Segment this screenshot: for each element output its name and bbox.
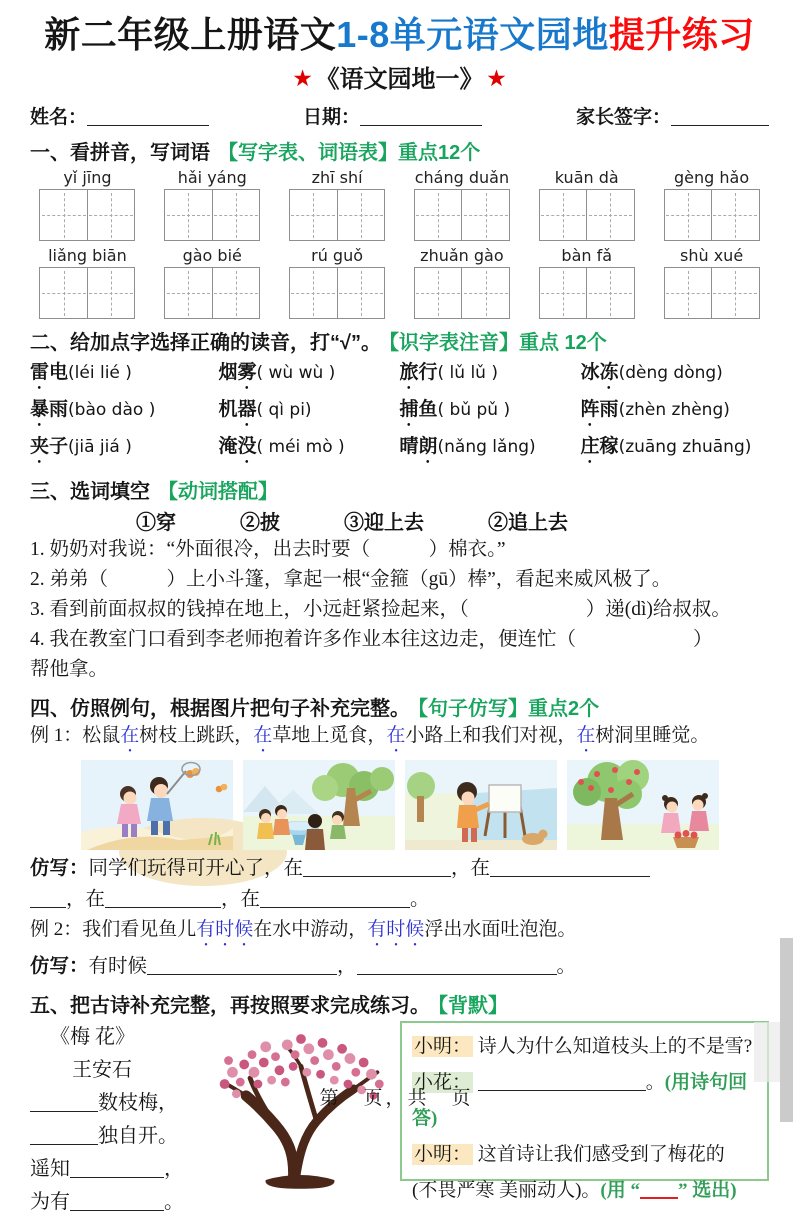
scan-artifact-right bbox=[780, 938, 793, 1122]
pinyin-item bbox=[280, 168, 395, 241]
section5-heading bbox=[30, 989, 769, 1018]
ex2-highlight: 有时候 bbox=[196, 919, 254, 941]
reading-item bbox=[30, 394, 218, 431]
ex1-text: 草地上觅食， bbox=[272, 725, 387, 747]
pinyin-text: cháng duǎn bbox=[414, 168, 510, 188]
dialog-line-3 bbox=[412, 1137, 757, 1173]
dialog-text: (不畏严寒 美丽动人)。 bbox=[412, 1180, 601, 1202]
writing-cell bbox=[290, 190, 337, 240]
unit-subtitle bbox=[30, 59, 769, 94]
fill-blank bbox=[303, 858, 451, 878]
illustration-girls-picking-apples bbox=[567, 760, 719, 850]
signature-field bbox=[576, 102, 769, 129]
writing-grid bbox=[664, 189, 760, 241]
writing-grid bbox=[289, 189, 385, 241]
answer-hint: (用诗句回答) bbox=[412, 1072, 748, 1130]
speaker-xiaoming: 小明： bbox=[414, 1036, 472, 1058]
pinyin-options: (dèng dòng) bbox=[618, 363, 723, 384]
name-blank bbox=[87, 107, 209, 126]
pinyin-options: ( qì pi) bbox=[256, 400, 312, 421]
poem-text: ， bbox=[164, 1158, 184, 1181]
poem-text: 数枝梅， bbox=[98, 1092, 178, 1115]
writing-cell bbox=[337, 190, 385, 240]
select-hint: (用 “ bbox=[600, 1180, 640, 1202]
pinyin-options: (zuāng zhuāng) bbox=[618, 437, 752, 458]
writing-cell bbox=[711, 268, 759, 318]
poem-blank bbox=[70, 1158, 164, 1178]
section1-heading bbox=[30, 136, 769, 165]
writing-grid bbox=[539, 267, 635, 319]
fill-blank bbox=[147, 956, 337, 976]
signature-label: 家长签字： bbox=[575, 107, 671, 129]
writing-grid bbox=[414, 189, 510, 241]
writing-cell bbox=[212, 268, 260, 318]
poem-blank bbox=[30, 1125, 98, 1145]
dotted-char: 朗 bbox=[418, 436, 438, 458]
scan-artifact-smudge bbox=[754, 1022, 780, 1082]
pinyin-options: ( bǔ pǔ ) bbox=[437, 400, 511, 421]
ex1-highlight: 在 bbox=[386, 725, 406, 747]
ex1-text: 小路上和我们对视， bbox=[405, 725, 577, 747]
illustration-plum-blossom-tree bbox=[202, 1021, 398, 1219]
word-part: 子 bbox=[49, 436, 69, 458]
writing-cell bbox=[586, 268, 634, 318]
pinyin-item bbox=[30, 168, 145, 241]
dotted-char: 没 bbox=[237, 436, 257, 458]
fill-blank bbox=[357, 956, 557, 976]
illustration-boy-painting-by-lake bbox=[405, 760, 557, 850]
reading-item bbox=[399, 357, 580, 394]
pinyin-item bbox=[529, 168, 644, 241]
section4-title: 四、仿照例句，根据图片把句子补充完整。 bbox=[30, 698, 410, 721]
illustration-kids-around-fountain bbox=[243, 760, 395, 850]
pinyin-item bbox=[280, 246, 395, 319]
title-blue: 1-8单元语文园地 bbox=[336, 14, 609, 55]
writing-grid bbox=[164, 189, 260, 241]
pinyin-text: hǎi yáng bbox=[177, 168, 247, 188]
writing-cell bbox=[540, 190, 587, 240]
writing-grid bbox=[164, 267, 260, 319]
page-title bbox=[30, 14, 769, 55]
example-2 bbox=[30, 915, 769, 951]
dotted-char: 器 bbox=[237, 399, 257, 421]
imitation-text: ，在 bbox=[66, 889, 106, 911]
poem-line-2 bbox=[30, 1120, 202, 1153]
imitation-text: ，在 bbox=[221, 889, 261, 911]
fill-blank bbox=[30, 889, 66, 909]
imitation-1-line-1 bbox=[30, 853, 769, 884]
dotted-char: 旅 bbox=[399, 362, 419, 384]
writing-cell bbox=[165, 268, 212, 318]
dotted-char: 暴 bbox=[30, 399, 50, 421]
section2-title: 二、给加点字选择正确的读音，打“√”。 bbox=[30, 332, 381, 355]
writing-grid bbox=[39, 189, 135, 241]
writing-grid bbox=[414, 267, 510, 319]
section2-tag: 【识字表注音】重点 12个 bbox=[388, 332, 607, 355]
writing-grid bbox=[39, 267, 135, 319]
ex1-highlight: 在 bbox=[576, 725, 596, 747]
dotted-char: 阵 bbox=[580, 399, 600, 421]
meta-row bbox=[30, 102, 769, 129]
pinyin-text: yǐ jīng bbox=[63, 168, 112, 188]
pinyin-text: bàn fǎ bbox=[561, 246, 613, 266]
poem-text: 为有 bbox=[30, 1191, 70, 1214]
pinyin-options: (jiā jiá ) bbox=[68, 437, 132, 458]
pinyin-item bbox=[155, 246, 270, 319]
ex1-text: 树枝上跳跃， bbox=[139, 725, 254, 747]
section4-tag: 【句子仿写】重点2个 bbox=[418, 698, 600, 721]
speaker-xiaoming: 小明： bbox=[414, 1144, 472, 1166]
writing-grid bbox=[664, 267, 760, 319]
dotted-char: 雷 bbox=[30, 362, 50, 384]
poem-line-4 bbox=[30, 1186, 202, 1219]
dialog-text: 诗人为什么知道枝头上的不是雪? bbox=[477, 1036, 753, 1058]
poem-blank bbox=[70, 1191, 164, 1211]
pinyin-text: rú guǒ bbox=[311, 246, 364, 266]
section3-tag: 【动词搭配】 bbox=[158, 481, 278, 504]
writing-cell bbox=[665, 268, 712, 318]
sentence-4: 4. 我在教室门口看到李老师抱着许多作业本往这边走，便连忙（ ） bbox=[30, 629, 713, 651]
section1-title: 一、看拼音，写词语 bbox=[30, 142, 210, 165]
imitation-text: 有时候 bbox=[88, 956, 148, 978]
ex2-text: 在水中游动， bbox=[253, 919, 368, 941]
red-underline-blank bbox=[640, 1180, 678, 1199]
ex2-text: 例 2：我们看见鱼儿 bbox=[30, 919, 197, 941]
pinyin-text: kuān dà bbox=[554, 168, 619, 188]
date-label: 日期： bbox=[302, 107, 360, 129]
signature-blank bbox=[671, 107, 769, 126]
dotted-char: 夹 bbox=[30, 436, 50, 458]
sentence-2: 2. 弟弟（ ）上小斗篷，拿起一根“金箍（gū）棒”，看起来威风极了。 bbox=[30, 569, 672, 591]
writing-cell bbox=[540, 268, 587, 318]
pinyin-text: zhī shí bbox=[311, 168, 363, 188]
poem-text: 遥知 bbox=[30, 1158, 70, 1181]
imitation-2 bbox=[30, 951, 769, 982]
word-part: 雨 bbox=[599, 399, 619, 421]
ex2-text: 浮出水面吐泡泡。 bbox=[424, 919, 577, 941]
writing-cell bbox=[40, 190, 87, 240]
pinyin-options: (nǎng lǎng) bbox=[437, 437, 536, 458]
writing-cell bbox=[165, 190, 212, 240]
name-field bbox=[30, 102, 209, 129]
reading-item bbox=[30, 357, 218, 394]
star-icon: ★ bbox=[293, 68, 312, 91]
pinyin-item bbox=[155, 168, 270, 241]
writing-cell bbox=[461, 268, 509, 318]
imitation-label: 仿写： bbox=[30, 955, 89, 978]
page-footer: 第 页，共 页 bbox=[319, 1088, 474, 1109]
section5-title: 五、把古诗补充完整，再按照要求完成练习。 bbox=[30, 995, 430, 1018]
pinyin-options: (bào dào ) bbox=[68, 400, 156, 421]
pinyin-text: liǎng biān bbox=[48, 246, 127, 266]
word-part: 淹 bbox=[218, 436, 238, 458]
word-part: 鱼 bbox=[418, 399, 438, 421]
writing-cell bbox=[290, 268, 337, 318]
option-4: ②追上去 bbox=[488, 512, 568, 535]
illustration-kids-chasing-butterflies bbox=[81, 760, 233, 850]
word-options-row bbox=[30, 506, 769, 535]
imitation-text: ， bbox=[337, 956, 357, 978]
sentence-3: 3. 看到前面叔叔的钱掉在地上，小远赶紧捡起来，（ ）递(dì)给叔叔。 bbox=[30, 599, 731, 621]
reading-item bbox=[399, 394, 580, 431]
poem-block bbox=[30, 1021, 202, 1219]
imitation-1-line-2 bbox=[30, 884, 769, 915]
sentence-1: 1. 奶奶对我说：“外面很冷，出去时要（ ）棉衣。” bbox=[30, 539, 506, 561]
writing-cell bbox=[212, 190, 260, 240]
example-1 bbox=[30, 721, 769, 757]
reading-item bbox=[218, 394, 399, 431]
dotted-char: 捕 bbox=[399, 399, 419, 421]
fill-blank bbox=[260, 889, 410, 909]
fill-blank bbox=[490, 858, 650, 878]
section2-heading bbox=[30, 326, 769, 355]
word-part: 晴 bbox=[399, 436, 419, 458]
pinyin-text: shù xué bbox=[680, 246, 744, 266]
writing-cell bbox=[87, 268, 135, 318]
dialog-line-4 bbox=[412, 1173, 757, 1209]
imitation-text: 。 bbox=[556, 956, 577, 978]
word-part: 烟 bbox=[218, 362, 238, 384]
writing-grid bbox=[539, 189, 635, 241]
pinyin-options: ( méi mò ) bbox=[256, 437, 345, 458]
word-part: 稼 bbox=[599, 436, 619, 458]
pinyin-text: gào bié bbox=[182, 246, 242, 266]
pinyin-options: ( wù wù ) bbox=[256, 363, 336, 384]
poem-title: 《梅 花》 bbox=[50, 1026, 135, 1049]
writing-cell bbox=[40, 268, 87, 318]
reading-item bbox=[581, 394, 769, 431]
dotted-char: 庄 bbox=[580, 436, 600, 458]
writing-cell bbox=[665, 190, 712, 240]
writing-cell bbox=[461, 190, 509, 240]
section4-heading bbox=[30, 692, 769, 721]
pinyin-grid-row-2 bbox=[30, 246, 769, 319]
writing-grid bbox=[289, 267, 385, 319]
section3-heading bbox=[30, 475, 769, 504]
imitation-text: 。 bbox=[410, 889, 430, 911]
date-blank bbox=[360, 107, 482, 126]
dialog-line-1 bbox=[412, 1029, 757, 1065]
word-part: 雨 bbox=[49, 399, 69, 421]
pinyin-item bbox=[405, 246, 520, 319]
word-part: 电 bbox=[49, 362, 69, 384]
dotted-char: 雾 bbox=[237, 362, 257, 384]
poem-author: 王安石 bbox=[72, 1059, 132, 1082]
dialog-text: 。 bbox=[645, 1072, 665, 1094]
date-field bbox=[303, 102, 482, 129]
imitation-label: 仿写： bbox=[30, 857, 89, 880]
ex2-highlight: 有时候 bbox=[367, 919, 425, 941]
subtitle-text: 《语文园地一》 bbox=[315, 67, 484, 94]
fill-blank bbox=[105, 889, 221, 909]
pinyin-text: zhuǎn gào bbox=[420, 246, 504, 266]
section1-tag: 【写字表、词语表】重点12个 bbox=[218, 142, 481, 165]
ex1-text: 例 1：松鼠 bbox=[30, 725, 121, 747]
writing-cell bbox=[337, 268, 385, 318]
pinyin-options: ( lǔ lǔ ) bbox=[437, 363, 498, 384]
reading-item bbox=[218, 431, 399, 468]
pinyin-options: (léi lié ) bbox=[68, 363, 132, 384]
poem-exercise bbox=[30, 1021, 769, 1219]
ex1-highlight: 在 bbox=[120, 725, 140, 747]
name-label: 姓名： bbox=[30, 107, 88, 129]
illustration-row bbox=[30, 760, 769, 850]
pinyin-text: gèng hǎo bbox=[674, 168, 750, 188]
writing-cell bbox=[87, 190, 135, 240]
speaker-xiaohua: 小花： bbox=[414, 1072, 472, 1094]
reading-item bbox=[581, 431, 769, 468]
poem-text: 独自开。 bbox=[98, 1125, 178, 1148]
select-hint: ” 选出) bbox=[677, 1180, 737, 1202]
sentence-4-continued: 帮他拿。 bbox=[30, 659, 109, 681]
dotted-char: 冻 bbox=[599, 362, 619, 384]
reading-item bbox=[218, 357, 399, 394]
writing-cell bbox=[415, 190, 462, 240]
section5-tag: 【背默】 bbox=[438, 995, 508, 1018]
word-part: 行 bbox=[418, 362, 438, 384]
pinyin-item bbox=[405, 168, 520, 241]
option-3: ③迎上去 bbox=[344, 512, 424, 535]
word-part: 冰 bbox=[580, 362, 600, 384]
reading-item bbox=[581, 357, 769, 394]
pinyin-options: (zhèn zhèng) bbox=[618, 400, 730, 421]
pinyin-item bbox=[654, 168, 769, 241]
dialog-text: 这首诗让我们感受到了梅花的 bbox=[477, 1144, 725, 1166]
star-icon: ★ bbox=[487, 68, 506, 91]
writing-cell bbox=[586, 190, 634, 240]
imitation-text: ，在 bbox=[451, 858, 491, 880]
poem-line-3 bbox=[30, 1153, 202, 1186]
reading-item bbox=[30, 431, 218, 468]
writing-cell bbox=[415, 268, 462, 318]
pinyin-item bbox=[529, 246, 644, 319]
ex1-highlight: 在 bbox=[253, 725, 273, 747]
option-2: ②披 bbox=[240, 512, 280, 535]
imitation-text: 同学们玩得可开心了，在 bbox=[88, 858, 304, 880]
writing-cell bbox=[711, 190, 759, 240]
word-part: 机 bbox=[218, 399, 238, 421]
title-red: 提升练习 bbox=[608, 14, 755, 55]
pinyin-grid-row-1 bbox=[30, 168, 769, 241]
option-1: ①穿 bbox=[136, 512, 176, 535]
title-black: 新二年级上册语文 bbox=[44, 14, 337, 55]
reading-item bbox=[399, 431, 580, 468]
poem-text: 。 bbox=[164, 1191, 184, 1214]
section3-title: 三、选词填空 bbox=[30, 481, 150, 504]
reading-choice-grid bbox=[30, 357, 769, 468]
pinyin-item bbox=[654, 246, 769, 319]
pinyin-item bbox=[30, 246, 145, 319]
ex1-text: 树洞里睡觉。 bbox=[595, 725, 710, 747]
